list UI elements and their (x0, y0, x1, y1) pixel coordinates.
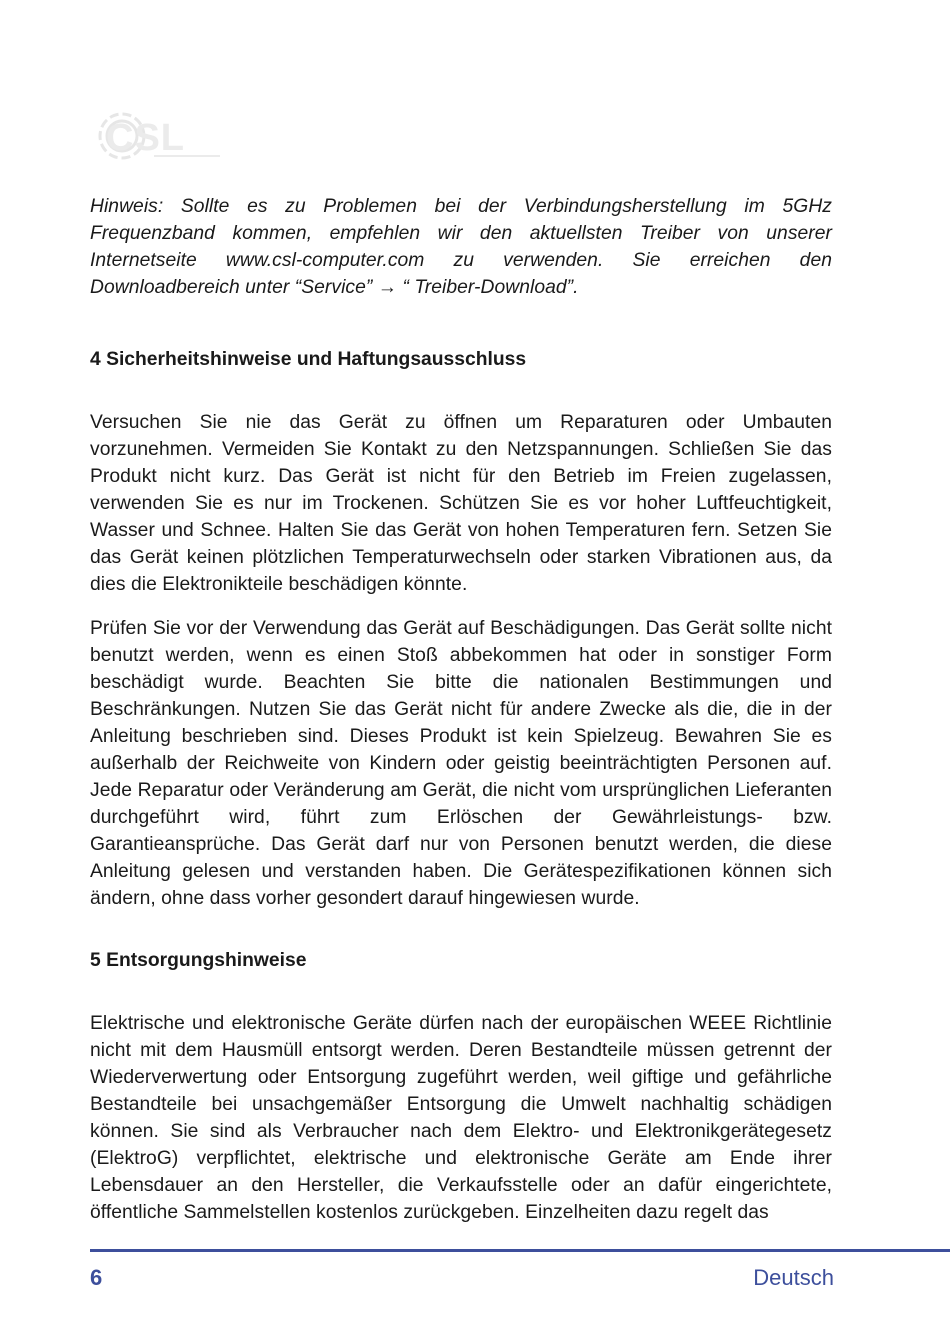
section-heading-disposal: 5 Entsorgungshinweise (90, 950, 307, 971)
document-body (90, 193, 832, 1226)
safety-paragraph-2: Prüfen Sie vor der Verwendung das Gerät auf Beschädigungen. Das Gerät sollte nicht benutzt werden, wenn es einen Stoß abbekommen hat oder in sonstiger Form beschädigt wurde. Beachten Sie bitte die nationalen Bestimmungen und Beschränkungen. Nutzen Sie das Gerät nicht für andere Zwecke als die, die in der Anleitung beschrieben sind. Dieses Produkt ist kein Spielzeug. Bewahren Sie es außerhalb der Reichweite von Kindern oder geistig beeinträchtigten Personen auf. Jede Reparatur oder Veränderung am Gerät, die nicht vom ursprünglichen Lieferanten durchgeführt wird, führt zum Erlöschen der Gewährleistungs- bzw. Garantieansprüche. Das Gerät darf nur von Personen benutzt werden, die diese Anleitung gelesen und verstanden haben. Die Gerätespezifikationen können sich ändern, ohne dass vorher gesondert darauf hingewiesen wurde. (90, 618, 832, 909)
csl-logo (96, 106, 226, 170)
driver-note (90, 193, 832, 301)
safety-paragraph-1: Versuchen Sie nie das Gerät zu öffnen um Reparaturen oder Umbauten vorzunehmen. Vermeiden Sie Kontakt zu den Netzspannungen. Schließen Sie das Produkt nicht kurz. Das Gerät ist nicht für den Betrieb im Freien zugelassen, verwenden Sie es nur im Trockenen. Schützen Sie es vor hoher Luftfeuchtigkeit, Wasser und Schnee. Halten Sie das Gerät von hohen Temperaturen fern. Setzen Sie das Gerät keinen plötzlichen Temperaturwechseln oder starken Vibrationen aus, da dies die Elektronikteile beschädigen könnte. (90, 412, 832, 595)
disposal-paragraph-1: Elektrische und elektronische Geräte dürfen nach der europäischen WEEE Richtlinie nicht mit dem Hausmüll entsorgt werden. Deren Bestandteile müssen getrennt der Wiederverwertung oder Entsorgung zugeführt werden, weil giftige und gefährliche Bestandteile bei unsachgemäßer Entsorgung die Umwelt nachhaltig schädigen können. Sie sind als Verbraucher nach dem Elektro- und Elektronikgerätegesetz (ElektroG) verpflichtet, elektrische und elektronische Geräte am Ende ihrer Lebensdauer an den Hersteller, die Verkaufsstelle oder an dafür eingerichtete, öffentliche Sammelstellen kostenlos zurückgeben. Einzelheiten dazu regelt das (90, 1013, 832, 1223)
page-number: 6 (90, 1265, 103, 1290)
arrow-right-icon: → (377, 277, 398, 298)
logo-text: CSL (106, 117, 185, 159)
footer-divider (90, 1249, 950, 1252)
language-label: Deutsch (753, 1265, 834, 1290)
section-heading-safety: 4 Sicherheitshinweise und Haftungsausschluss (90, 349, 527, 370)
csl-logo-icon (96, 106, 226, 170)
note-text-part-1: Hinweis: Sollte es zu Problemen bei der Verbindungsherstellung im 5GHz Frequenzband kommen, empfehlen wir den aktuellsten Treiber von unserer Internetseite www.csl-computer.com zu verwenden. Sie erreichen den Downloadbereich unter “Service” (90, 196, 832, 298)
note-text-part-2: “ Treiber-Download”. (397, 277, 579, 298)
